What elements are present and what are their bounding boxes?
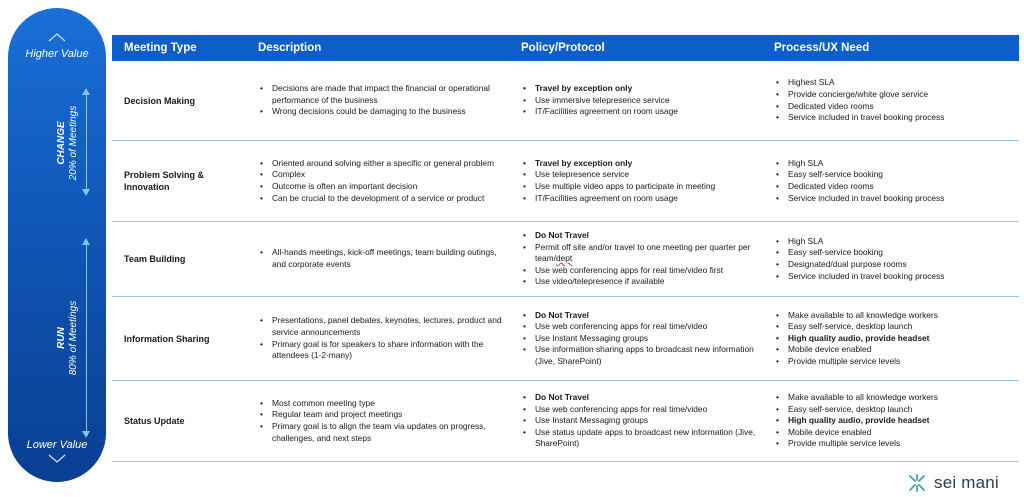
list-item: • Do Not Travel bbox=[521, 310, 762, 322]
policy-cell bbox=[509, 230, 762, 288]
sei-mani-logo-icon bbox=[906, 474, 928, 492]
meeting-type-cell: Problem Solving & Innovation bbox=[124, 170, 205, 192]
list-item: • Can be crucial to the development of a service or product bbox=[258, 193, 509, 205]
list-item: • Dedicated video rooms bbox=[774, 101, 1019, 113]
list-item: • High SLA bbox=[774, 158, 1019, 170]
list-item: • Make available to all knowledge workers bbox=[774, 392, 1019, 404]
list-item: • Use multiple video apps to participate in meeting bbox=[521, 181, 762, 193]
list-item: • IT/Facilities agreement on room usage bbox=[521, 193, 762, 205]
header-process: Process/UX Need bbox=[774, 42, 870, 54]
list-item: • High quality audio, provide headset bbox=[774, 333, 1019, 345]
list-item: • Easy self-service, desktop launch bbox=[774, 404, 1019, 416]
list-item: • IT/Facilities agreement on room usage bbox=[521, 106, 762, 118]
table-row bbox=[112, 297, 1019, 381]
list-item: • High quality audio, provide headset bbox=[774, 415, 1019, 427]
process-cell bbox=[762, 310, 1019, 368]
list-item: • Wrong decisions could be damaging to the business bbox=[258, 106, 509, 118]
list-item: • High SLA bbox=[774, 236, 1019, 248]
list-item: • Dedicated video rooms bbox=[774, 181, 1019, 193]
process-cell bbox=[762, 236, 1019, 282]
list-item: • Outcome is often an important decision bbox=[258, 181, 509, 193]
table-row bbox=[112, 381, 1019, 462]
meeting-type-cell: Status Update bbox=[124, 416, 185, 426]
list-item: • Use web conferencing apps for real time/video bbox=[521, 404, 762, 416]
table-header bbox=[112, 35, 1019, 61]
list-item: • Use web conferencing apps for real time/video first bbox=[521, 265, 762, 277]
higher-value-label: Higher Value bbox=[25, 48, 89, 60]
list-item: • Use Instant Messaging groups bbox=[521, 415, 762, 427]
list-item: • Mobile device enabled bbox=[774, 427, 1019, 439]
header-policy: Policy/Protocol bbox=[521, 42, 605, 54]
policy-cell bbox=[509, 392, 762, 450]
list-item: • Highest SLA bbox=[774, 77, 1019, 89]
change-label: CHANGE 20% of Meetings bbox=[56, 105, 79, 181]
list-item: • Provide multiple service levels bbox=[774, 356, 1019, 368]
table-row bbox=[112, 222, 1019, 297]
list-item: • Complex bbox=[258, 169, 509, 181]
table-row bbox=[112, 141, 1019, 222]
policy-cell bbox=[509, 83, 762, 118]
policy-cell bbox=[509, 310, 762, 368]
list-item: • Primary goal is to align the team via updates on progress, challenges, and next steps bbox=[258, 421, 509, 444]
meeting-types-table bbox=[112, 35, 1019, 462]
list-item: • Service included in travel booking process bbox=[774, 193, 1019, 205]
list-item: • Decisions are made that impact the financial or operational performance of the business bbox=[258, 83, 509, 106]
header-meeting-type: Meeting Type bbox=[124, 42, 197, 54]
list-item: • Use web conferencing apps for real time/video bbox=[521, 321, 762, 333]
description-cell bbox=[246, 398, 509, 444]
list-item: • Do Not Travel bbox=[521, 230, 762, 242]
list-item: • Use telepresence service bbox=[521, 169, 762, 181]
list-item: • Most common meeting type bbox=[258, 398, 509, 410]
list-item: • Primary goal is for speakers to share information with the attendees (1-2-many) bbox=[258, 339, 509, 362]
description-cell bbox=[246, 83, 509, 118]
meeting-type-cell: Decision Making bbox=[124, 95, 196, 106]
meeting-type-cell: Information Sharing bbox=[124, 333, 210, 344]
logo bbox=[906, 473, 999, 493]
list-item: • Provide concierge/white glove service bbox=[774, 89, 1019, 101]
lower-value-label: Lower Value bbox=[26, 439, 88, 451]
chevron-up-icon bbox=[47, 32, 67, 42]
list-item: • Easy self-service booking bbox=[774, 169, 1019, 181]
list-item: • Designated/dual purpose rooms bbox=[774, 259, 1019, 271]
arrow-down-icon bbox=[82, 189, 90, 196]
policy-cell bbox=[509, 158, 762, 204]
table-row bbox=[112, 61, 1019, 141]
meeting-type-cell: Team Building bbox=[124, 254, 186, 264]
list-item: • Travel by exception only bbox=[521, 83, 762, 95]
list-item: • Service included in travel booking process bbox=[774, 271, 1019, 283]
list-item: • Use Instant Messaging groups bbox=[521, 333, 762, 345]
process-cell bbox=[762, 392, 1019, 450]
logo-text: sei mani bbox=[934, 473, 999, 492]
list-item: • Use information sharing apps to broadcast new information (Jive, SharePoint) bbox=[521, 344, 762, 367]
list-item: • Make available to all knowledge workers bbox=[774, 310, 1019, 322]
chevron-down-icon bbox=[47, 454, 67, 464]
run-range-line bbox=[86, 244, 87, 432]
list-item: • Permit off site and/or travel to one meeting per quarter per team/dept bbox=[521, 242, 762, 265]
description-cell bbox=[246, 247, 509, 270]
description-cell bbox=[246, 315, 509, 361]
list-item: • Regular team and project meetings bbox=[258, 409, 509, 421]
list-item: • Easy self-service booking bbox=[774, 247, 1019, 259]
list-item: • Provide multiple service levels bbox=[774, 438, 1019, 450]
list-item: • Oriented around solving either a specific or general problem bbox=[258, 158, 509, 170]
description-cell bbox=[246, 158, 509, 204]
list-item: • All-hands meetings, kick-off meetings, team building outings, and corporate events bbox=[258, 247, 509, 270]
list-item: • Travel by exception only bbox=[521, 158, 762, 170]
change-range-line bbox=[86, 94, 87, 190]
list-item: • Service included in travel booking process bbox=[774, 112, 1019, 124]
list-item: • Use status update apps to broadcast new information (Jive, SharePoint) bbox=[521, 427, 762, 450]
value-scale-bar bbox=[8, 8, 106, 482]
list-item: • Use immersive telepresence service bbox=[521, 95, 762, 107]
list-item: • Mobile device enabled bbox=[774, 344, 1019, 356]
list-item: • Do Not Travel bbox=[521, 392, 762, 404]
process-cell bbox=[762, 158, 1019, 204]
list-item: • Presentations, panel debates, keynotes, lectures, product and service announcements bbox=[258, 315, 509, 338]
run-label: RUN 80% of Meetings bbox=[56, 300, 79, 376]
arrow-down-icon bbox=[82, 431, 90, 438]
list-item: • Easy self-service, desktop launch bbox=[774, 321, 1019, 333]
header-description: Description bbox=[258, 42, 322, 54]
process-cell bbox=[762, 77, 1019, 123]
list-item: • Use video/telepresence if available bbox=[521, 276, 762, 288]
